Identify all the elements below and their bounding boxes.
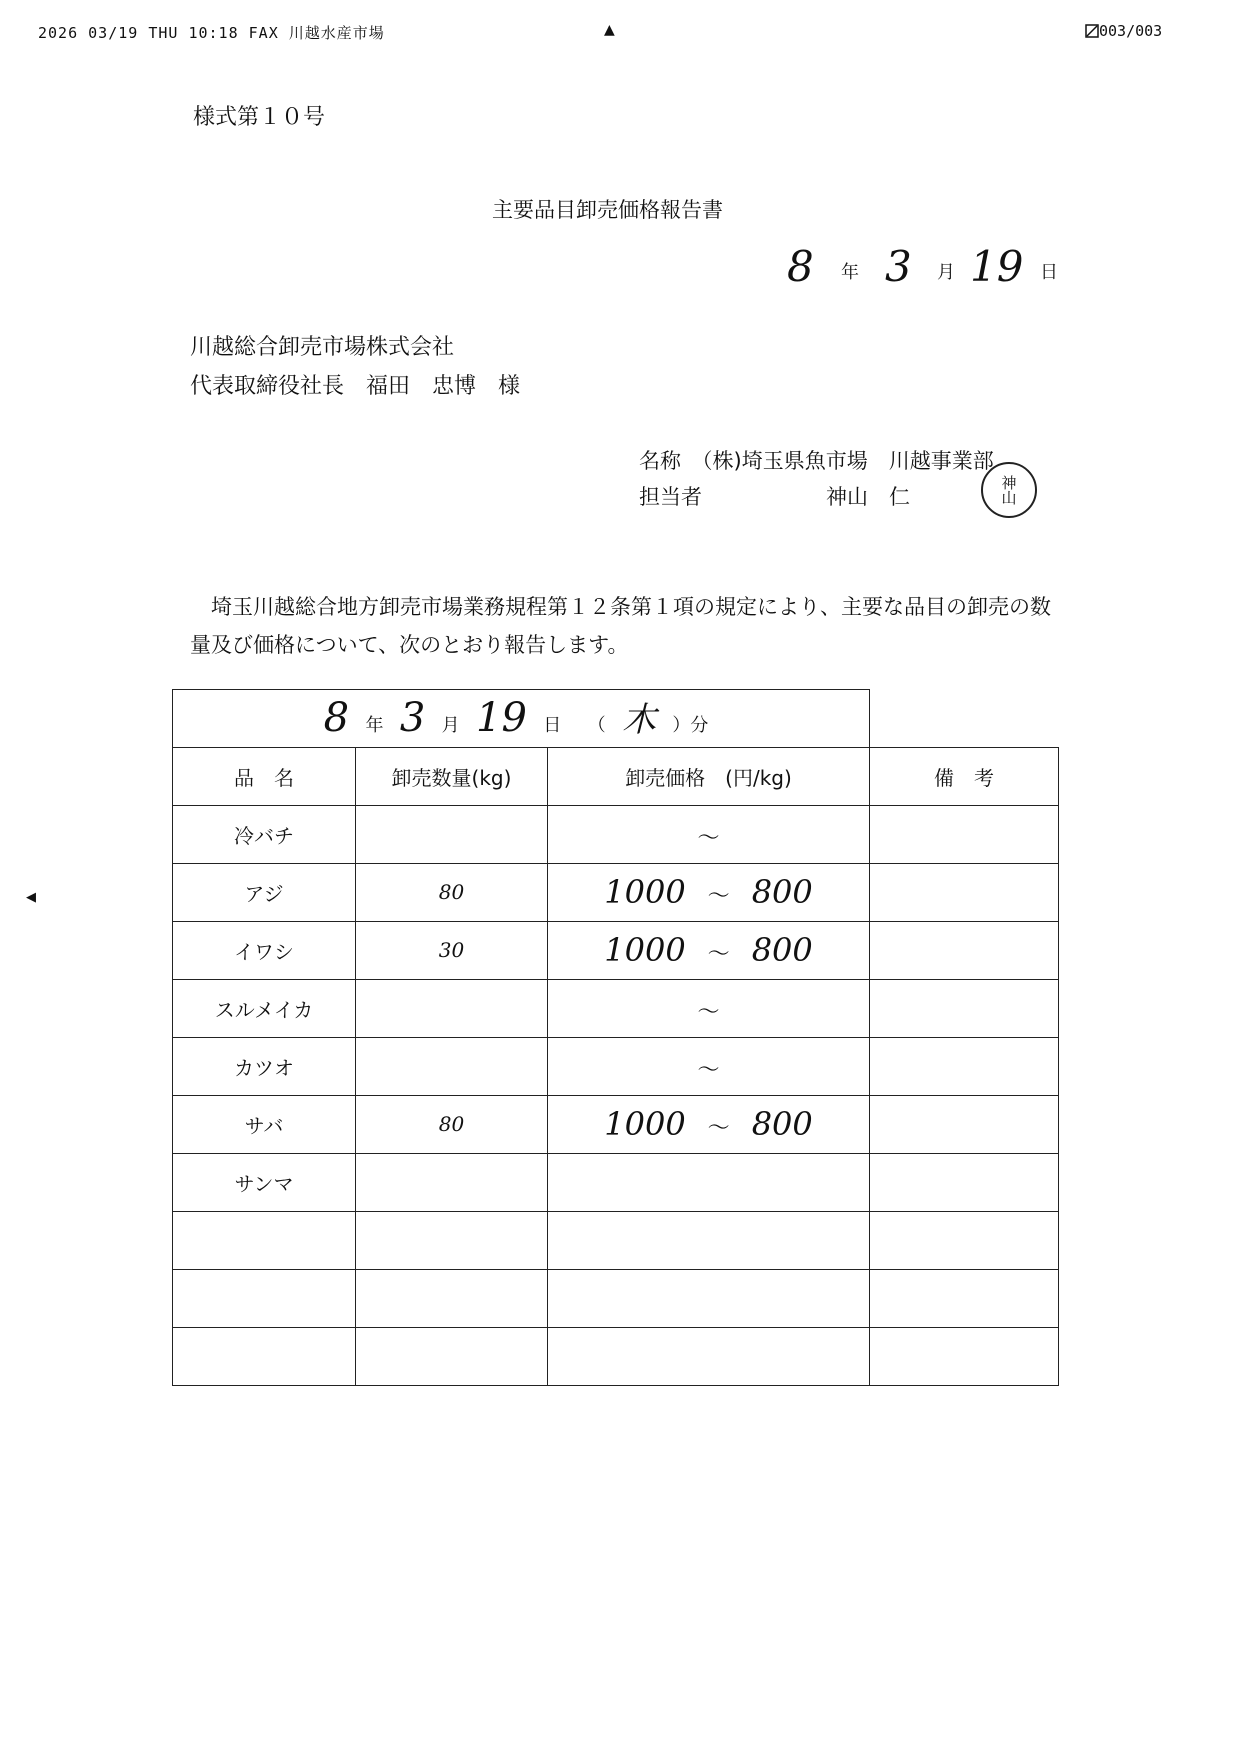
- quantity-cell: [356, 1211, 548, 1269]
- fax-page-number: [1085, 22, 1162, 40]
- price-cell: [548, 1211, 870, 1269]
- remarks-cell: [870, 1211, 1059, 1269]
- price-cell: [548, 979, 870, 1037]
- price-range-tilde: ～: [697, 826, 720, 851]
- price-range-tilde: ～: [707, 884, 730, 909]
- remarks-cell: [870, 1327, 1059, 1385]
- remarks-cell: [870, 921, 1059, 979]
- remarks-cell: [870, 1037, 1059, 1095]
- table-row: [173, 1153, 1059, 1211]
- date-year-label: 年: [841, 262, 859, 283]
- sender-person-label: 担当者: [639, 485, 702, 509]
- header-price: 卸売価格 (円/kg): [548, 747, 870, 805]
- price-cell: [548, 863, 870, 921]
- fax-header: 2026 03/19 THU 10:18 FAX 川越水産市場: [38, 24, 385, 42]
- table-date-day: 19: [476, 695, 527, 742]
- fax-arrow-icon: ▲: [604, 22, 615, 38]
- price-cell: [548, 1153, 870, 1211]
- item-name-cell: サンマ: [173, 1153, 356, 1211]
- table-date-year: 8: [323, 695, 350, 742]
- item-name-cell: アジ: [173, 863, 356, 921]
- item-name-cell: [173, 1327, 356, 1385]
- remarks-cell: [870, 979, 1059, 1037]
- price-cell: [548, 805, 870, 863]
- table-date-row: [173, 690, 1059, 748]
- price-low: 800: [751, 1105, 813, 1143]
- price-cell: [548, 1269, 870, 1327]
- table-row: [173, 1211, 1059, 1269]
- date-month-label: 月: [937, 262, 955, 283]
- item-name-cell: スルメイカ: [173, 979, 356, 1037]
- quantity-cell: 80: [356, 1095, 548, 1153]
- header-item-name: 品 名: [173, 747, 356, 805]
- item-name-cell: サバ: [173, 1095, 356, 1153]
- remarks-cell: [870, 1095, 1059, 1153]
- quantity-cell: 30: [356, 921, 548, 979]
- recipient-company: 川越総合卸売市場株式会社: [190, 335, 455, 360]
- price-cell: [548, 1327, 870, 1385]
- item-name-cell: [173, 1211, 356, 1269]
- remarks-cell: [870, 1153, 1059, 1211]
- sender-person: 神山 仁: [826, 485, 910, 509]
- date-year: 8: [787, 242, 814, 291]
- form-number: 様式第１０号: [193, 105, 326, 130]
- report-statement: 埼玉川越総合地方卸売市場業務規程第１２条第１項の規定により、主要な品目の卸売の数量及び価格について、次のとおり報告します。: [190, 595, 1051, 657]
- date-day: 19: [970, 242, 1024, 291]
- table-body: [173, 805, 1059, 1385]
- side-arrow-icon: ◀: [26, 890, 36, 905]
- table-date-month-label: 月: [441, 715, 460, 737]
- price-report-table: [172, 689, 1059, 1386]
- table-row: [173, 805, 1059, 863]
- price-cell: [548, 921, 870, 979]
- quantity-cell: [356, 1327, 548, 1385]
- price-range-tilde: ～: [697, 1058, 720, 1083]
- table-row: [173, 1095, 1059, 1153]
- table-date-day-label: 日: [543, 715, 562, 737]
- recipient-person: 代表取締役社長 福田 忠博 様: [190, 374, 521, 399]
- table-date-spacer: [870, 690, 1059, 748]
- document-title: 主要品目卸売価格報告書: [492, 198, 723, 222]
- quantity-cell: [356, 1269, 548, 1327]
- price-range-tilde: ～: [697, 1000, 720, 1025]
- table-row: [173, 863, 1059, 921]
- price-low: 800: [751, 873, 813, 911]
- price-cell: [548, 1037, 870, 1095]
- quantity-cell: 80: [356, 863, 548, 921]
- fax-page-text: 003/003: [1099, 22, 1163, 40]
- price-high: 1000: [604, 1105, 686, 1143]
- table-row: [173, 979, 1059, 1037]
- date-day-label: 日: [1040, 262, 1058, 283]
- remarks-cell: [870, 1269, 1059, 1327]
- table-header-row: [173, 747, 1059, 805]
- table-date-open-paren: （: [587, 715, 606, 737]
- item-name-cell: [173, 1269, 356, 1327]
- quantity-cell: [356, 1153, 548, 1211]
- table-date-close: ）分: [672, 715, 709, 737]
- item-name-cell: カツオ: [173, 1037, 356, 1095]
- table-date-band: [173, 690, 870, 748]
- item-name-cell: 冷バチ: [173, 805, 356, 863]
- table-date-weekday: 木: [621, 700, 656, 741]
- price-range-tilde: ～: [707, 942, 730, 967]
- price-high: 1000: [604, 931, 686, 969]
- fax-box-icon: [1085, 24, 1099, 38]
- header-remarks: 備 考: [870, 747, 1059, 805]
- table-date-year-label: 年: [365, 715, 384, 737]
- table-row: [173, 1037, 1059, 1095]
- table-date-month: 3: [399, 695, 426, 742]
- personal-seal: 神山: [981, 462, 1037, 518]
- item-name-cell: イワシ: [173, 921, 356, 979]
- header-quantity: 卸売数量(kg): [356, 747, 548, 805]
- table-row: [173, 1327, 1059, 1385]
- quantity-cell: [356, 979, 548, 1037]
- table-row: [173, 921, 1059, 979]
- price-range-tilde: ～: [707, 1116, 730, 1141]
- date-month: 3: [885, 242, 912, 291]
- remarks-cell: [870, 805, 1059, 863]
- table-row: [173, 1269, 1059, 1327]
- price-high: 1000: [604, 873, 686, 911]
- price-low: 800: [751, 931, 813, 969]
- quantity-cell: [356, 1037, 548, 1095]
- sender-name: 名称 （株)埼玉県魚市場 川越事業部: [639, 449, 994, 473]
- remarks-cell: [870, 863, 1059, 921]
- quantity-cell: [356, 805, 548, 863]
- price-cell: [548, 1095, 870, 1153]
